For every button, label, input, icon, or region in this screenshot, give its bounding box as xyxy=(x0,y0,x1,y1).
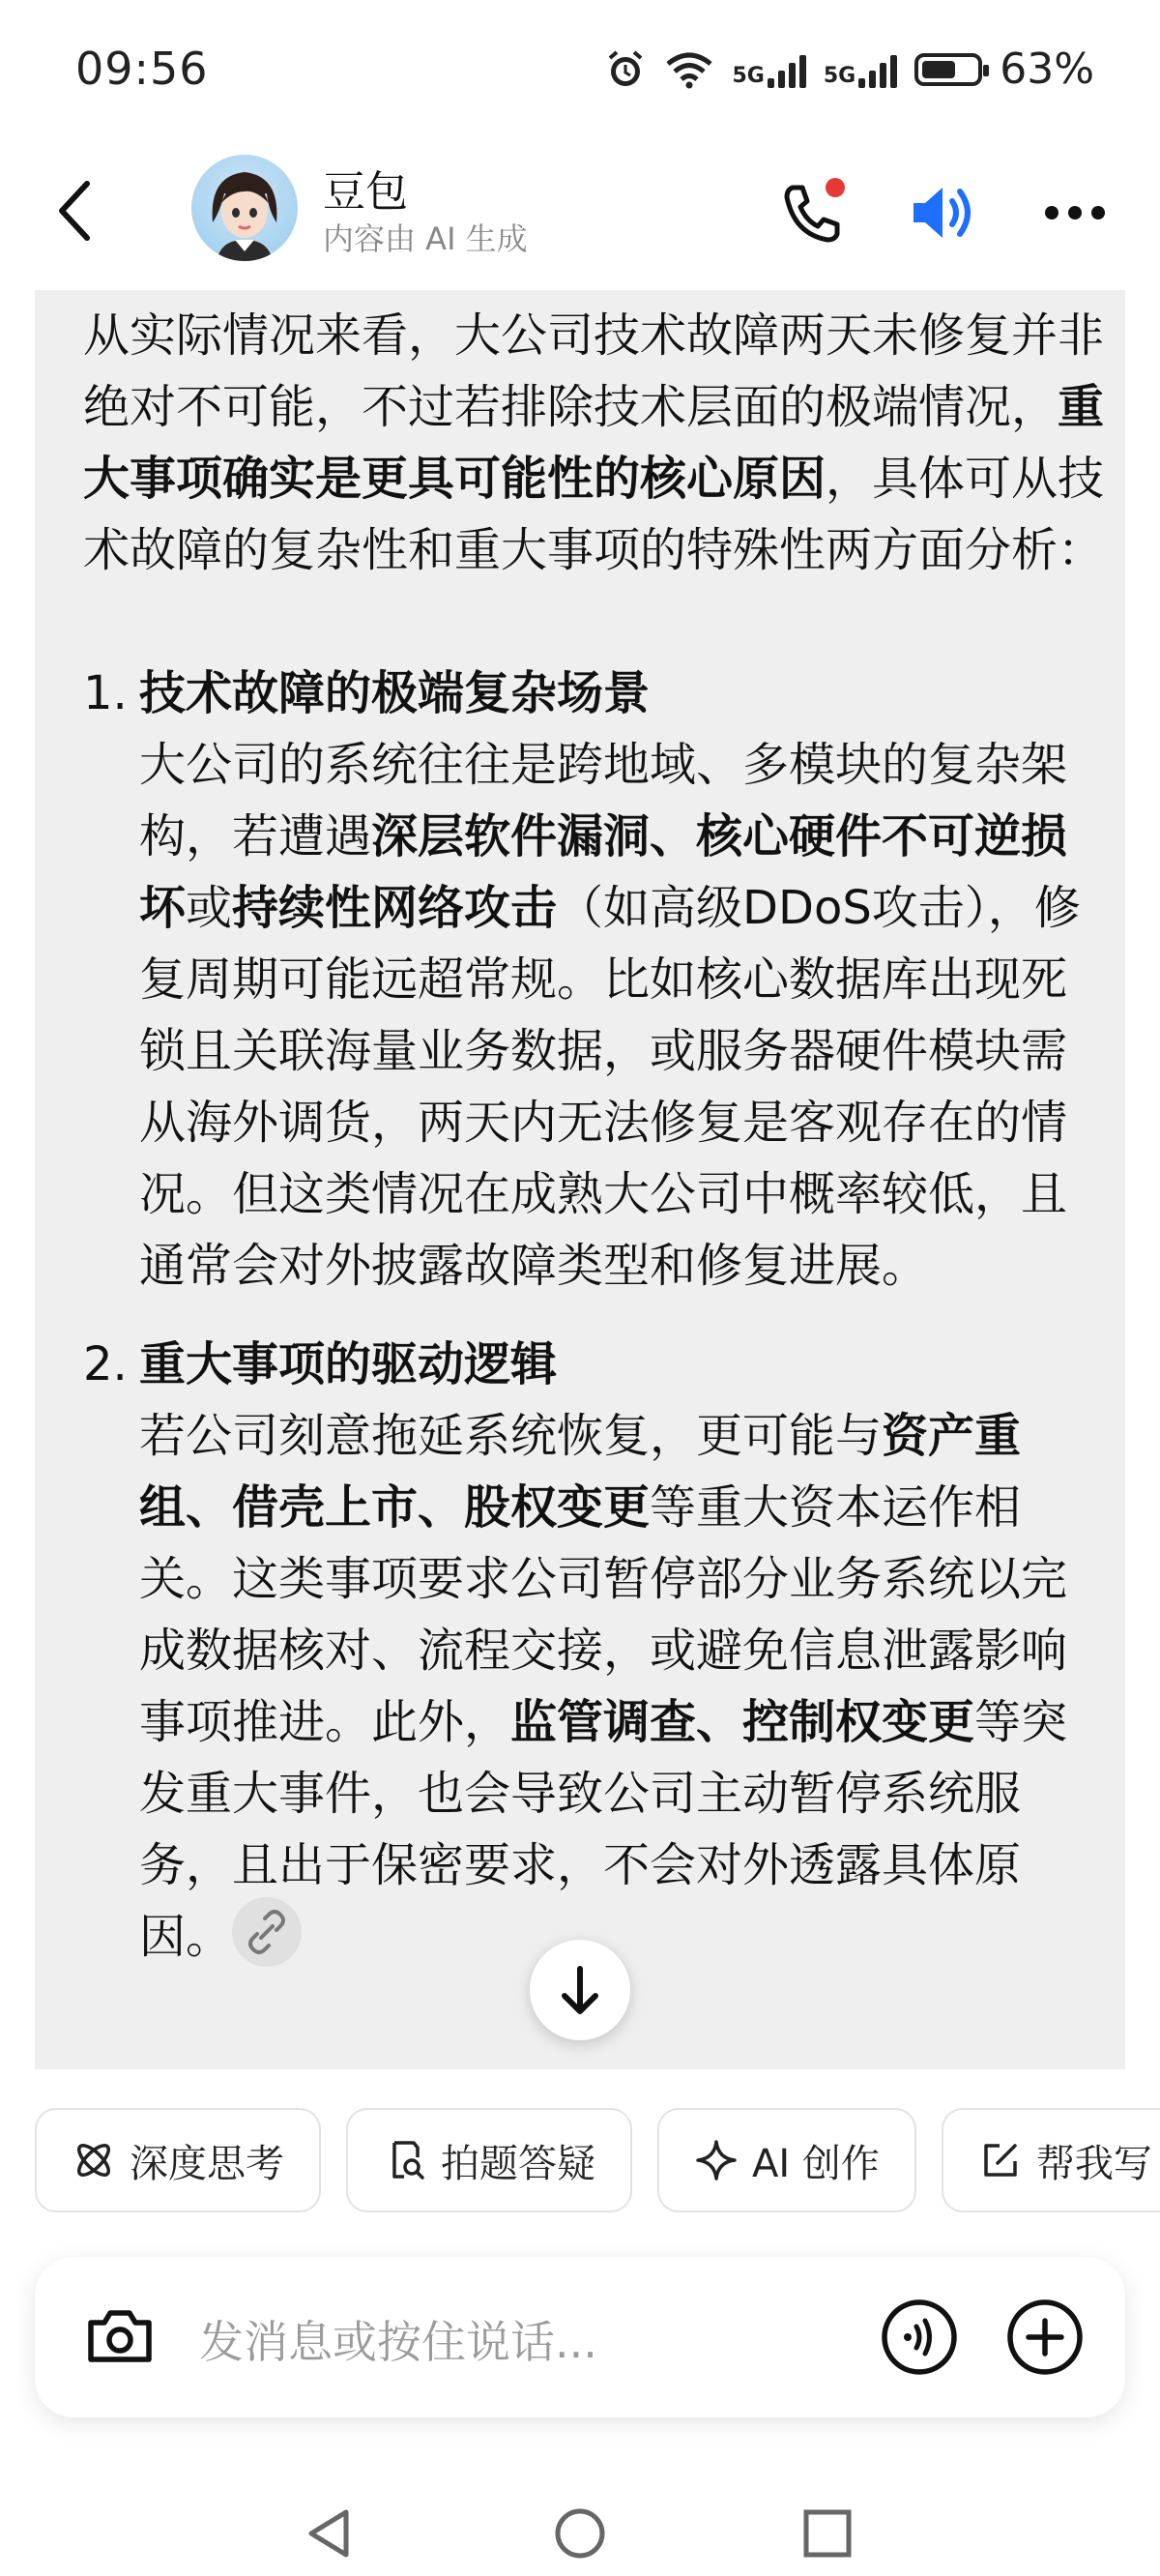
sparkle-icon xyxy=(694,2138,739,2182)
body-bold: 监管调查、控制权变更 xyxy=(510,1695,975,1749)
chip-label: 拍题答疑 xyxy=(441,2141,595,2186)
message-text xyxy=(83,300,1112,1975)
chat-header xyxy=(0,135,1160,290)
status-icons xyxy=(604,44,1094,94)
status-bar xyxy=(0,0,1160,135)
status-time: 09:56 xyxy=(75,43,209,95)
chip-label: 深度思考 xyxy=(130,2141,284,2186)
signal-bars-1 xyxy=(768,51,806,88)
list-item-body xyxy=(139,1400,1112,1975)
chip-deep-thinking[interactable] xyxy=(35,2108,321,2212)
body-text: 等突发重大事件，也会导致公司主动暂停系统服务，且出于保密要求，不会对外透露具体原因。 xyxy=(139,1695,1068,1964)
edit-icon xyxy=(978,2138,1023,2182)
link-icon[interactable] xyxy=(232,1897,302,1967)
body-bold: 深层软件漏洞、核心硬件不可逆损坏 xyxy=(139,809,1068,935)
list-number: 1. xyxy=(83,666,128,720)
body-text: 等重大资本运作相关。这类事项要求公司暂停部分业务系统以完成数据核对、流程交接，或避免信息泄露影响事项推进。此外， xyxy=(139,1480,1068,1749)
voice-call-icon[interactable] xyxy=(876,2294,963,2381)
list-item xyxy=(83,658,1112,1302)
list-number: 2. xyxy=(83,1337,128,1391)
body-text: 大公司的系统往往是跨地域、多模块的复杂架构，若遭遇 xyxy=(139,738,1068,864)
battery-icon xyxy=(914,53,982,86)
chip-photo-question[interactable] xyxy=(346,2108,632,2212)
alarm-icon xyxy=(604,48,647,91)
atom-icon xyxy=(72,2138,116,2182)
chip-write-for-me[interactable] xyxy=(942,2108,1160,2212)
list-item-title: 技术故障的极端复杂场景 xyxy=(139,666,651,720)
speaker-icon[interactable] xyxy=(904,174,981,251)
nav-home-icon[interactable] xyxy=(551,2504,609,2562)
list-item-title: 重大事项的驱动逻辑 xyxy=(139,1337,558,1391)
nav-recents-icon[interactable] xyxy=(798,2504,856,2562)
search-doc-icon xyxy=(383,2138,427,2182)
body-bold: 持续性网络攻击 xyxy=(232,881,558,935)
body-bold: 资产重组、借壳上市、股权变更 xyxy=(139,1409,1022,1535)
network-label-2: 5G xyxy=(823,63,856,88)
ai-message-bubble xyxy=(35,290,1125,2069)
camera-icon[interactable] xyxy=(81,2298,159,2375)
network-label-1: 5G xyxy=(732,63,765,88)
list-item xyxy=(83,1329,1112,1975)
nav-back-icon[interactable] xyxy=(302,2504,360,2562)
arrow-down-icon xyxy=(530,1940,630,2040)
battery-fill xyxy=(922,61,955,78)
ai-disclaimer: 内容由 AI 生成 xyxy=(323,220,528,257)
body-text: 或 xyxy=(186,881,233,935)
battery-percent: 63% xyxy=(1000,44,1094,94)
intro-bold-1: 重大事项确实是更具可能性的核心原因 xyxy=(83,380,1105,506)
signal-1 xyxy=(732,51,805,88)
message-input[interactable]: 发消息或按住说话... xyxy=(199,2316,597,2368)
quick-actions-bar xyxy=(35,2108,1160,2216)
message-input-bar xyxy=(35,2257,1125,2417)
more-icon[interactable] xyxy=(1036,174,1114,251)
signal-bars-2 xyxy=(858,51,897,88)
avatar-portrait-icon xyxy=(191,155,298,261)
notification-dot xyxy=(826,178,845,197)
back-icon[interactable] xyxy=(46,172,104,249)
body-text: 若公司刻意拖延系统恢复，更可能与 xyxy=(139,1409,883,1463)
body-text: （如高级DDoS攻击），修复周期可能远超常规。比如核心数据库出现死锁且关联海量业务数据，或服务器硬件模块需从海外调货，两天内无法修复是客观存在的情况。但这类情况在成熟大公司中概率较低，且通常会对外披露故障类型和修复进展。 xyxy=(139,881,1081,1293)
system-nav-bar xyxy=(0,2475,1160,2576)
phone-icon[interactable] xyxy=(773,174,851,251)
intro-paragraph xyxy=(83,300,1112,586)
list-item-body xyxy=(139,729,1112,1302)
intro-text-1: 从实际情况来看，大公司技术故障两天未修复并非绝对不可能，不过若排除技术层面的极端情况， xyxy=(83,308,1105,434)
bot-name: 豆包 xyxy=(323,167,408,217)
intro-text-2: ，具体可从技术故障的复杂性和重大事项的特殊性两方面分析： xyxy=(83,452,1105,577)
signal-2 xyxy=(824,51,897,88)
avatar[interactable] xyxy=(191,155,298,261)
chip-label: 帮我写 xyxy=(1035,2141,1152,2186)
scroll-to-bottom-button[interactable] xyxy=(530,1940,630,2040)
chip-ai-create[interactable] xyxy=(657,2108,916,2212)
chip-label: AI 创作 xyxy=(752,2141,880,2186)
wifi-icon xyxy=(664,50,714,89)
plus-icon[interactable] xyxy=(1001,2294,1088,2381)
